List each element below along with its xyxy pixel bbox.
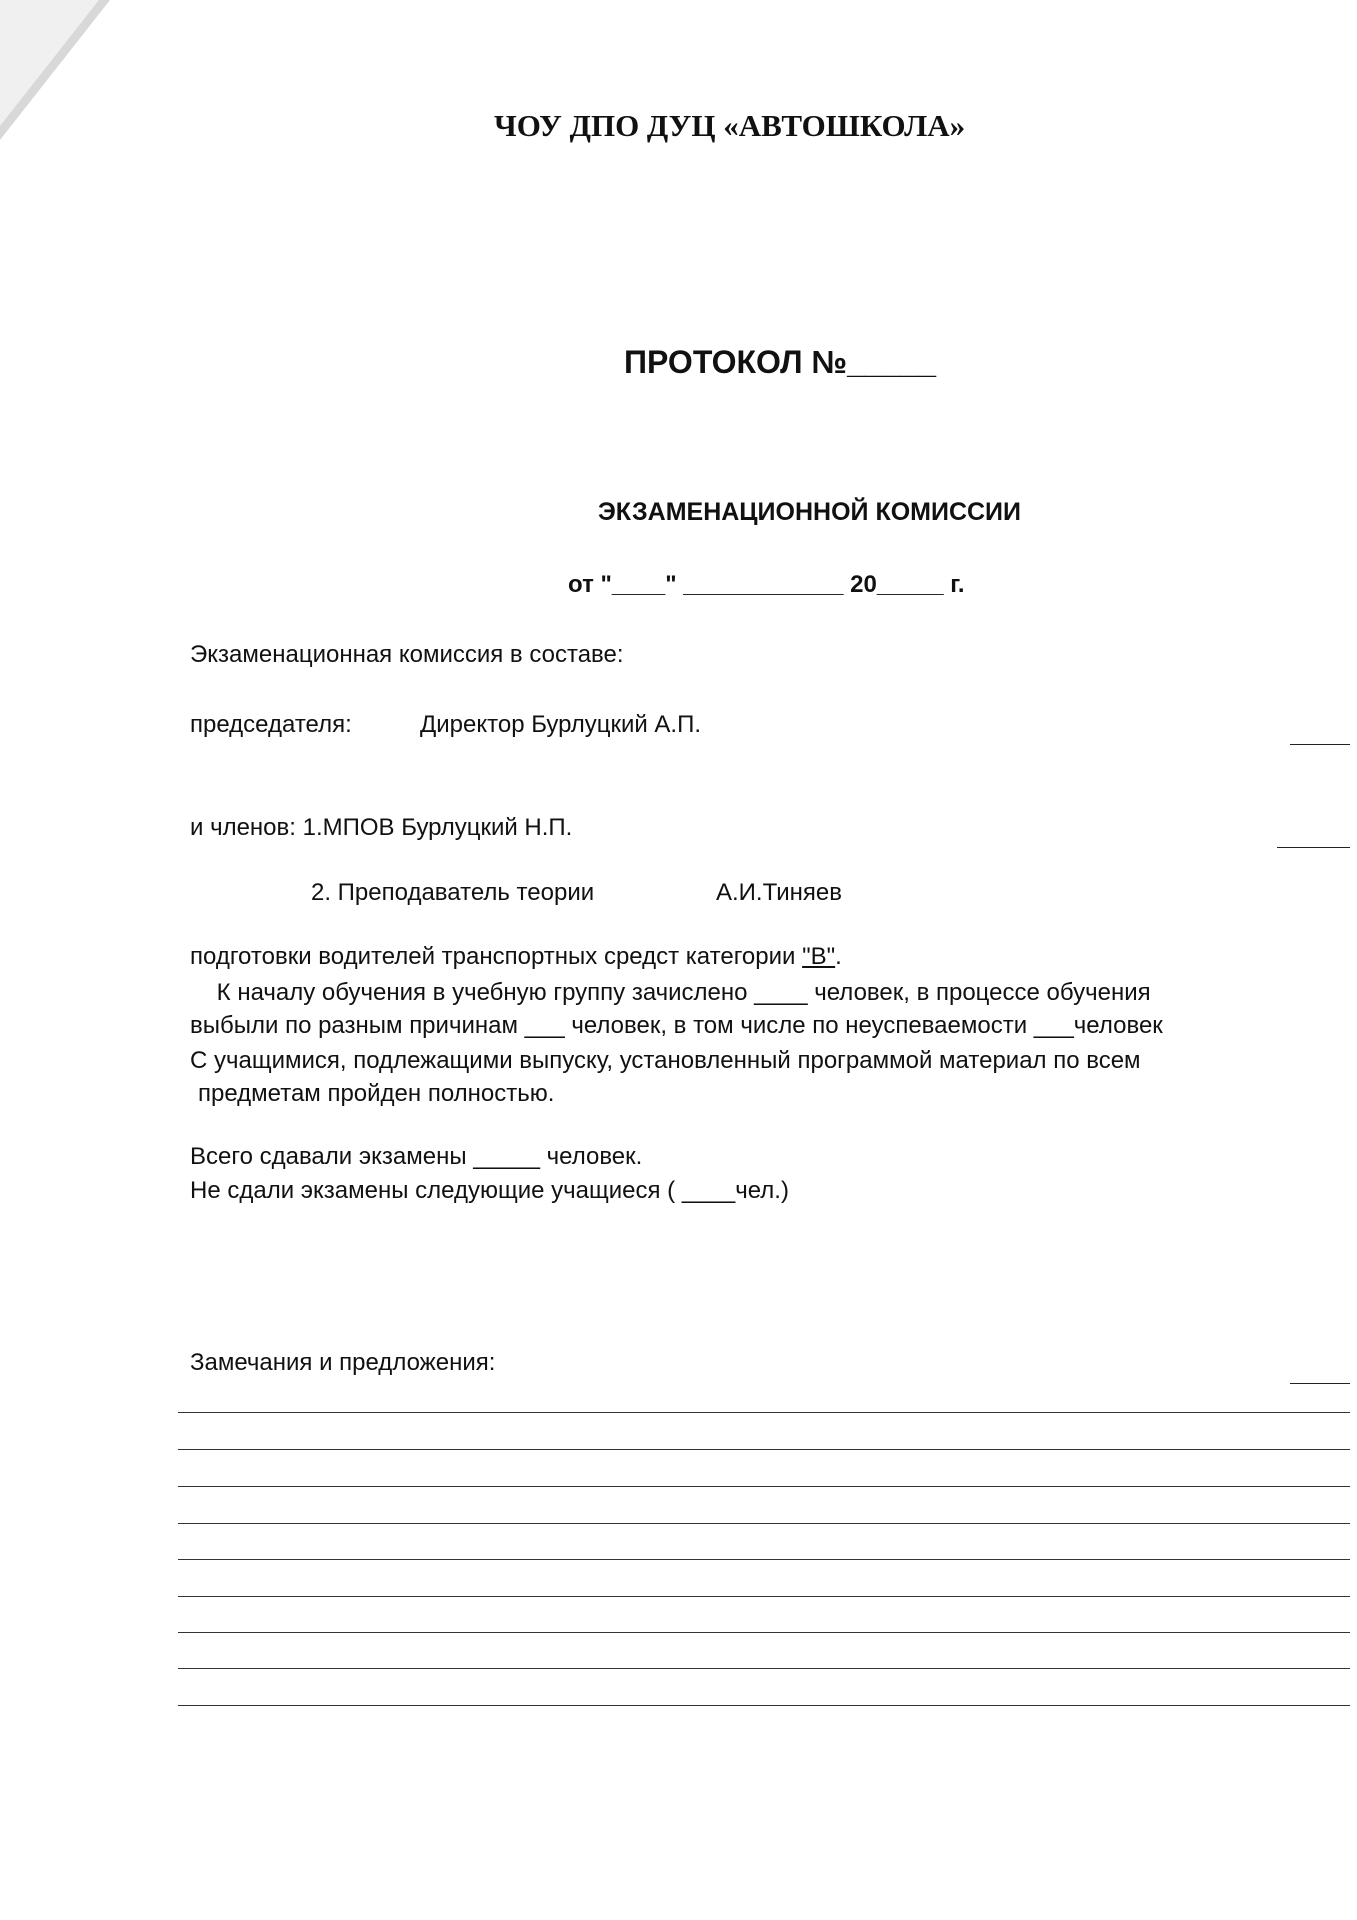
chairman-name: Директор Бурлуцкий А.П.	[420, 711, 702, 738]
remarks-rule-line	[178, 1412, 1350, 1413]
protocol-title: ПРОТОКОЛ №_____	[624, 344, 937, 380]
member-1-signature-line	[1277, 847, 1350, 848]
training-prefix: подготовки водителей транспортных средст категории	[190, 943, 803, 970]
member-2-name: А.И.Тиняев	[716, 879, 842, 906]
remarks-rule-line	[178, 1559, 1350, 1560]
training-category-line	[190, 943, 842, 971]
remarks-rule-line	[178, 1632, 1350, 1633]
remarks-rule-line	[178, 1523, 1350, 1524]
remarks-rule-line	[178, 1668, 1350, 1669]
folded-corner-inner	[0, 0, 99, 126]
protocol-date-line: от "____" ____________ 20_____ г.	[568, 571, 965, 598]
member-2-role: 2. Преподаватель теории	[311, 879, 595, 906]
commission-title: ЭКЗАМЕНАЦИОННОЙ КОМИССИИ	[598, 498, 1021, 526]
chairman-signature-line	[1290, 744, 1350, 745]
remarks-rule-line	[178, 1596, 1350, 1597]
remarks-rule-line	[178, 1486, 1350, 1487]
member-1-line: и членов: 1.МПОВ Бурлуцкий Н.П.	[190, 814, 573, 841]
curriculum-line-1: С учащимися, подлежащими выпуску, установленный программой материал по всем	[190, 1047, 1141, 1074]
training-suffix: .	[835, 943, 842, 970]
exams-failed-line: Не сдали экзамены следующие учащиеся ( ____чел.)	[190, 1177, 789, 1204]
remarks-short-line	[1290, 1383, 1350, 1384]
remarks-rule-line	[178, 1449, 1350, 1450]
enrollment-line-2: выбыли по разным причинам ___ человек, в том числе по неуспеваемости ___человек	[190, 1012, 1163, 1039]
curriculum-line-2: предметам пройден полностью.	[198, 1080, 555, 1107]
remarks-rule-line	[178, 1705, 1350, 1706]
commission-composition-label: Экзаменационная комиссия в составе:	[190, 641, 624, 668]
remarks-label: Замечания и предложения:	[190, 1349, 496, 1376]
organization-title: ЧОУ ДПО ДУЦ «АВТОШКОЛА»	[494, 108, 966, 143]
exams-total-line: Всего сдавали экзамены _____ человек.	[190, 1143, 643, 1170]
chairman-label: председателя:	[190, 711, 352, 738]
training-category: "В"	[802, 943, 836, 970]
enrollment-line-1: К началу обучения в учебную группу зачислено ____ человек, в процессе обучения	[190, 979, 1151, 1006]
